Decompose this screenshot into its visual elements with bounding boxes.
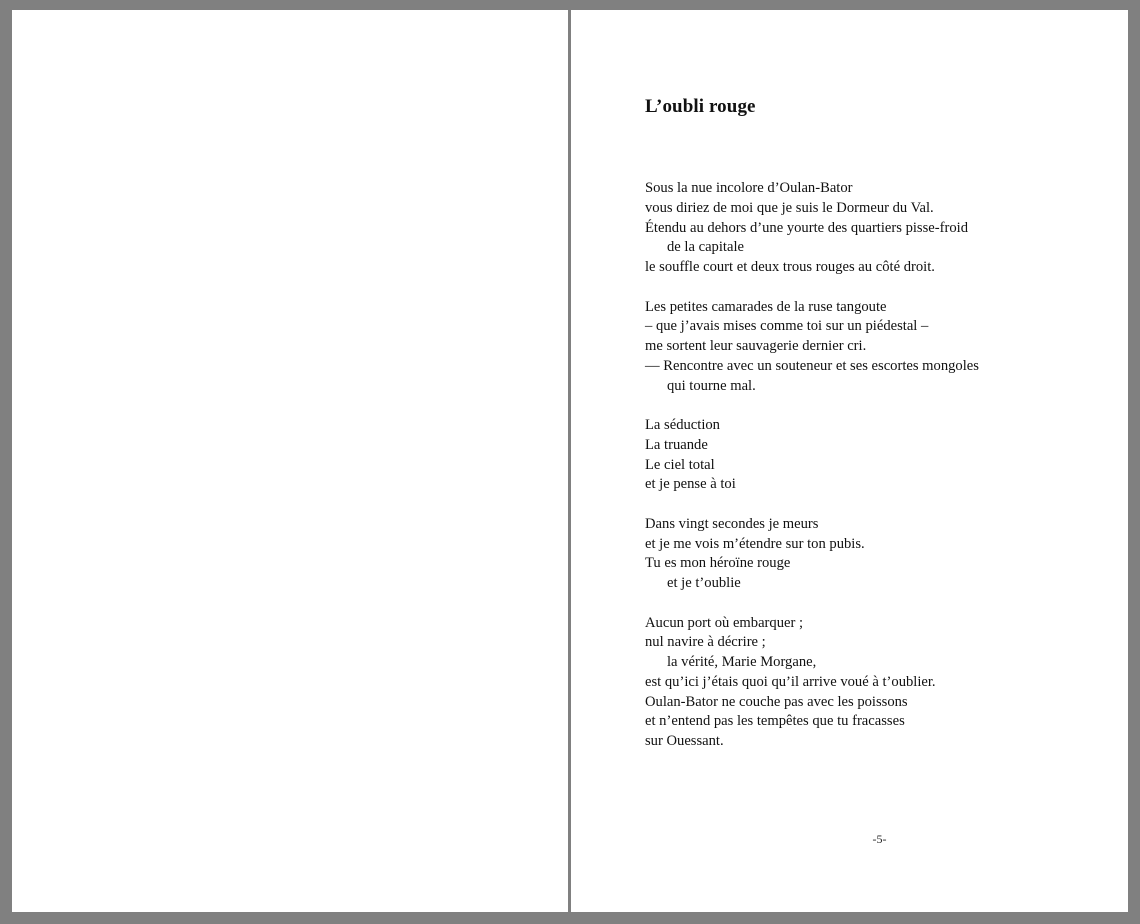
poem-line: la vérité, Marie Morgane,: [667, 654, 817, 670]
stanza-4: [645, 515, 1065, 594]
stanza-3: [645, 416, 1065, 495]
poem-line: de la capitale: [667, 239, 744, 256]
left-page: [12, 10, 568, 912]
poem-line: vous diriez de moi que je suis le Dormeur du Val.: [645, 199, 934, 216]
poem-line: La séduction: [645, 417, 720, 433]
poem-title: L’oubli rouge: [645, 96, 756, 117]
poem-line: et je t’oublie: [667, 575, 741, 591]
poem-line: Étendu au dehors d’une yourte des quartiers pisse-froid: [645, 219, 968, 236]
poem-line: Aucun port où embarquer ;: [645, 614, 804, 631]
poem-line: qui tourne mal.: [667, 377, 756, 394]
right-page: [571, 10, 1128, 912]
poem-line: Les petites camarades de la ruse tangoute: [645, 298, 887, 315]
poem-line: Le ciel total: [645, 456, 715, 473]
poem-line: Oulan-Bator ne couche pas avec les poissons: [645, 693, 908, 710]
poem-line: me sortent leur sauvagerie dernier cri.: [645, 338, 867, 354]
poem-line: est qu’ici j’étais quoi qu’il arrive voué à t’oublier.: [645, 673, 936, 690]
poem-line: et n’entend pas les tempêtes que tu fracasses: [645, 713, 905, 730]
poem-line: – que j’avais mises comme toi sur un piédestal –: [645, 318, 929, 335]
stanza-5: [645, 614, 1065, 752]
poem-line: Sous la nue incolore d’Oulan-Bator: [645, 180, 853, 196]
poem-body: [645, 179, 1065, 772]
poem-line: et je me vois m’étendre sur ton pubis.: [645, 535, 865, 552]
poem-line: Tu es mon héroïne rouge: [645, 555, 791, 572]
stanza-2: [645, 298, 1065, 397]
poem-line: nul navire à décrire ;: [645, 634, 766, 651]
page-number: -5-: [872, 832, 887, 846]
poem-line: La truande: [645, 436, 708, 453]
poem-line: Dans vingt secondes je meurs: [645, 515, 819, 532]
stanza-1: [645, 179, 1065, 278]
poem-line: et je pense à toi: [645, 476, 736, 493]
poem-line: — Rencontre avec un souteneur et ses escortes mongoles: [645, 357, 979, 374]
poem-line: sur Ouessant.: [645, 733, 724, 749]
poem-line: le souffle court et deux trous rouges au côté droit.: [645, 259, 935, 275]
